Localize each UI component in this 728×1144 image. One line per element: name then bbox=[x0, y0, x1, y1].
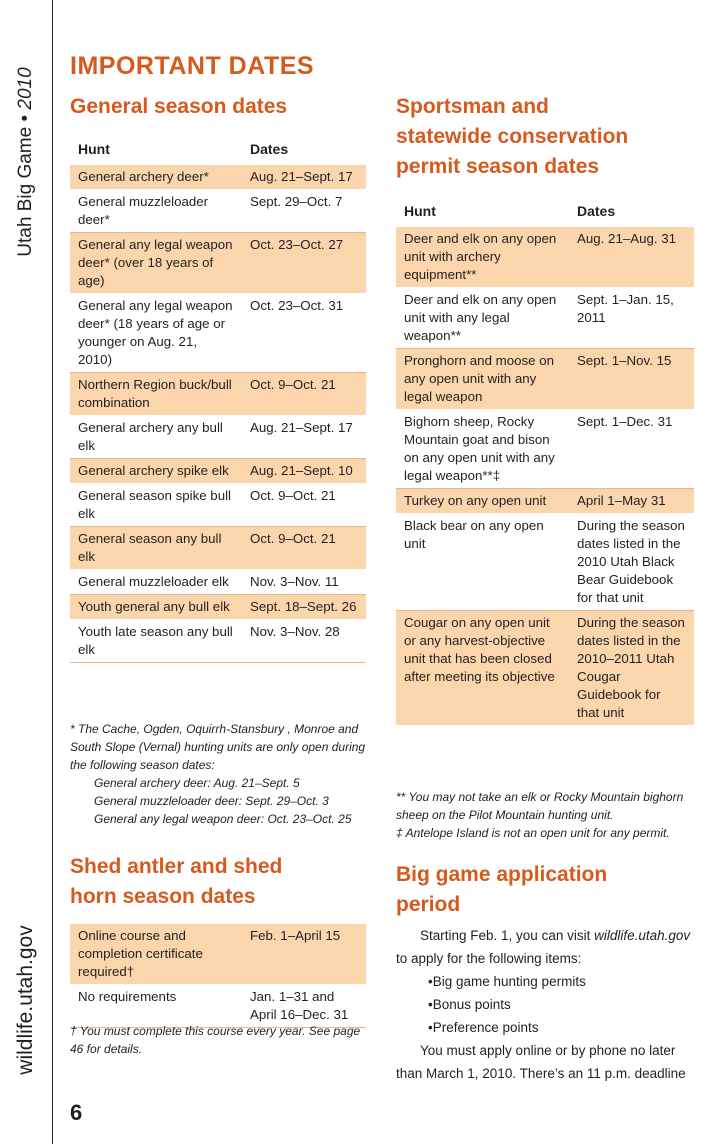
table-row bbox=[70, 233, 366, 294]
page-number: 6 bbox=[70, 1100, 83, 1125]
hunt-column-header: Hunt bbox=[396, 194, 569, 227]
hunt-cell: General season spike bull elk bbox=[70, 484, 242, 527]
hunt-cell: Bighorn sheep, Rocky Mountain goat and bison on any open unit with any legal weapon**‡ bbox=[396, 410, 569, 489]
table-header bbox=[396, 194, 694, 227]
hunt-cell: General muzzleloader elk bbox=[70, 570, 242, 595]
list-item: •Preference points bbox=[428, 1020, 539, 1035]
footnote-line: General any legal weapon deer: Oct. 23–Oct. 25 bbox=[94, 812, 352, 826]
dates-cell: Feb. 1–April 15 bbox=[242, 924, 366, 985]
table-row bbox=[70, 484, 366, 527]
hunt-cell: Northern Region buck/bull combination bbox=[70, 373, 242, 416]
hunt-cell: Black bear on any open unit bbox=[396, 514, 569, 611]
shed-antler-heading: Shed antler and shed horn season dates bbox=[70, 855, 283, 908]
shed-antler-footnote: † You must complete this course every year. See page 46 for details. bbox=[70, 1024, 361, 1056]
table-row bbox=[396, 489, 694, 514]
table-row bbox=[70, 190, 366, 233]
table-row bbox=[396, 611, 694, 726]
table-row bbox=[396, 514, 694, 611]
application-intro: Starting Feb. 1, you can visit wildlife.utah.gov to apply for the following items: bbox=[396, 928, 691, 966]
sportsman-footnote bbox=[396, 788, 696, 842]
hunt-cell: Cougar on any open unit or any harvest-objective unit that has been closed after meeting its objective bbox=[396, 611, 569, 726]
list-item: •Big game hunting permits bbox=[428, 974, 586, 989]
table-row bbox=[396, 410, 694, 489]
sidebar-website: wildlife.utah.gov bbox=[14, 925, 37, 1075]
hunt-column-header: Hunt bbox=[70, 132, 242, 165]
dates-cell: Oct. 23–Oct. 31 bbox=[242, 294, 366, 373]
dates-cell: Jan. 1–31 and April 16–Dec. 31 bbox=[242, 985, 366, 1028]
dates-cell: Nov. 3–Nov. 28 bbox=[242, 620, 366, 663]
dates-column-header: Dates bbox=[242, 132, 366, 165]
dates-cell: Oct. 9–Oct. 21 bbox=[242, 484, 366, 527]
hunt-cell: General archery any bull elk bbox=[70, 416, 242, 459]
hunt-cell: General archery deer* bbox=[70, 165, 242, 190]
dates-cell: Oct. 9–Oct. 21 bbox=[242, 373, 366, 416]
sportsman-table bbox=[396, 194, 694, 726]
dates-cell: Sept. 1–Nov. 15 bbox=[569, 349, 694, 410]
table-row bbox=[70, 373, 366, 416]
table-row bbox=[70, 570, 366, 595]
dates-column-header: Dates bbox=[569, 194, 694, 227]
table-row bbox=[70, 595, 366, 620]
table-row bbox=[396, 288, 694, 349]
application-heading: Big game application period bbox=[396, 863, 608, 916]
hunt-cell: General any legal weapon deer* (over 18 years of age) bbox=[70, 233, 242, 294]
footnote-line: General archery deer: Aug. 21–Sept. 5 bbox=[94, 776, 300, 790]
table-row bbox=[396, 349, 694, 410]
table-row bbox=[70, 416, 366, 459]
sidebar-guide-title: Utah Big Game • 2010 bbox=[15, 67, 36, 257]
hunt-cell: General muzzleloader deer* bbox=[70, 190, 242, 233]
dates-cell: Oct. 23–Oct. 27 bbox=[242, 233, 366, 294]
table-row bbox=[396, 227, 694, 288]
general-season-heading: General season dates bbox=[70, 95, 288, 118]
general-season-table bbox=[70, 132, 366, 663]
sidebar-rule bbox=[52, 0, 53, 1144]
hunt-cell: Deer and elk on any open unit with archery equipment** bbox=[396, 227, 569, 288]
table-row bbox=[70, 165, 366, 190]
dates-cell: Sept. 1–Jan. 15, 2011 bbox=[569, 288, 694, 349]
table-row bbox=[70, 527, 366, 570]
footnote-text: * The Cache, Ogden, Oquirrh-Stansbury , Monroe and South Slope (Vernal) hunting units are only open during the following season dates: bbox=[70, 722, 366, 772]
table-header bbox=[70, 132, 366, 165]
website-link[interactable]: wildlife.utah.gov bbox=[594, 928, 691, 943]
shed-antler-table bbox=[70, 924, 366, 1028]
hunt-cell: Deer and elk on any open unit with any legal weapon** bbox=[396, 288, 569, 349]
list-item: •Bonus points bbox=[428, 997, 511, 1012]
hunt-cell: No requirements bbox=[70, 985, 242, 1028]
footnote-text: ** You may not take an elk or Rocky Mountain bighorn sheep on the Pilot Mountain hunting unit. bbox=[396, 790, 684, 822]
hunt-cell: Youth general any bull elk bbox=[70, 595, 242, 620]
hunt-cell: General season any bull elk bbox=[70, 527, 242, 570]
table-row bbox=[70, 924, 366, 985]
table-row bbox=[70, 294, 366, 373]
dates-cell: Sept. 18–Sept. 26 bbox=[242, 595, 366, 620]
page-title: IMPORTANT DATES bbox=[70, 52, 315, 80]
dates-cell: Aug. 21–Sept. 17 bbox=[242, 416, 366, 459]
hunt-cell: Youth late season any bull elk bbox=[70, 620, 242, 663]
hunt-cell: Online course and completion certificate required† bbox=[70, 924, 242, 985]
dates-cell: Aug. 21–Sept. 10 bbox=[242, 459, 366, 484]
table-row bbox=[70, 459, 366, 484]
application-deadline: You must apply online or by phone no later than March 1, 2010. There’s an 11 p.m. deadline bbox=[396, 1043, 686, 1081]
dates-cell: During the season dates listed in the 2010–2011 Utah Cougar Guidebook for that unit bbox=[569, 611, 694, 726]
hunt-cell: Turkey on any open unit bbox=[396, 489, 569, 514]
hunt-cell: General any legal weapon deer* (18 years of age or younger on Aug. 21, 2010) bbox=[70, 294, 242, 373]
dates-cell: Aug. 21–Sept. 17 bbox=[242, 165, 366, 190]
dates-cell: Sept. 1–Dec. 31 bbox=[569, 410, 694, 489]
footnote-line: General muzzleloader deer: Sept. 29–Oct. 3 bbox=[94, 794, 329, 808]
dates-cell: Sept. 29–Oct. 7 bbox=[242, 190, 366, 233]
application-body bbox=[396, 924, 696, 1085]
sportsman-heading: Sportsman and statewide conservation permit season dates bbox=[396, 95, 629, 178]
dates-cell: Nov. 3–Nov. 11 bbox=[242, 570, 366, 595]
dates-cell: During the season dates listed in the 2010 Utah Black Bear Guidebook for that unit bbox=[569, 514, 694, 611]
dates-cell: Aug. 21–Aug. 31 bbox=[569, 227, 694, 288]
footnote-text: ‡ Antelope Island is not an open unit for any permit. bbox=[396, 826, 670, 840]
general-season-footnote bbox=[70, 720, 370, 828]
dates-cell: April 1–May 31 bbox=[569, 489, 694, 514]
table-row bbox=[70, 620, 366, 663]
hunt-cell: General archery spike elk bbox=[70, 459, 242, 484]
hunt-cell: Pronghorn and moose on any open unit with any legal weapon bbox=[396, 349, 569, 410]
dates-cell: Oct. 9–Oct. 21 bbox=[242, 527, 366, 570]
